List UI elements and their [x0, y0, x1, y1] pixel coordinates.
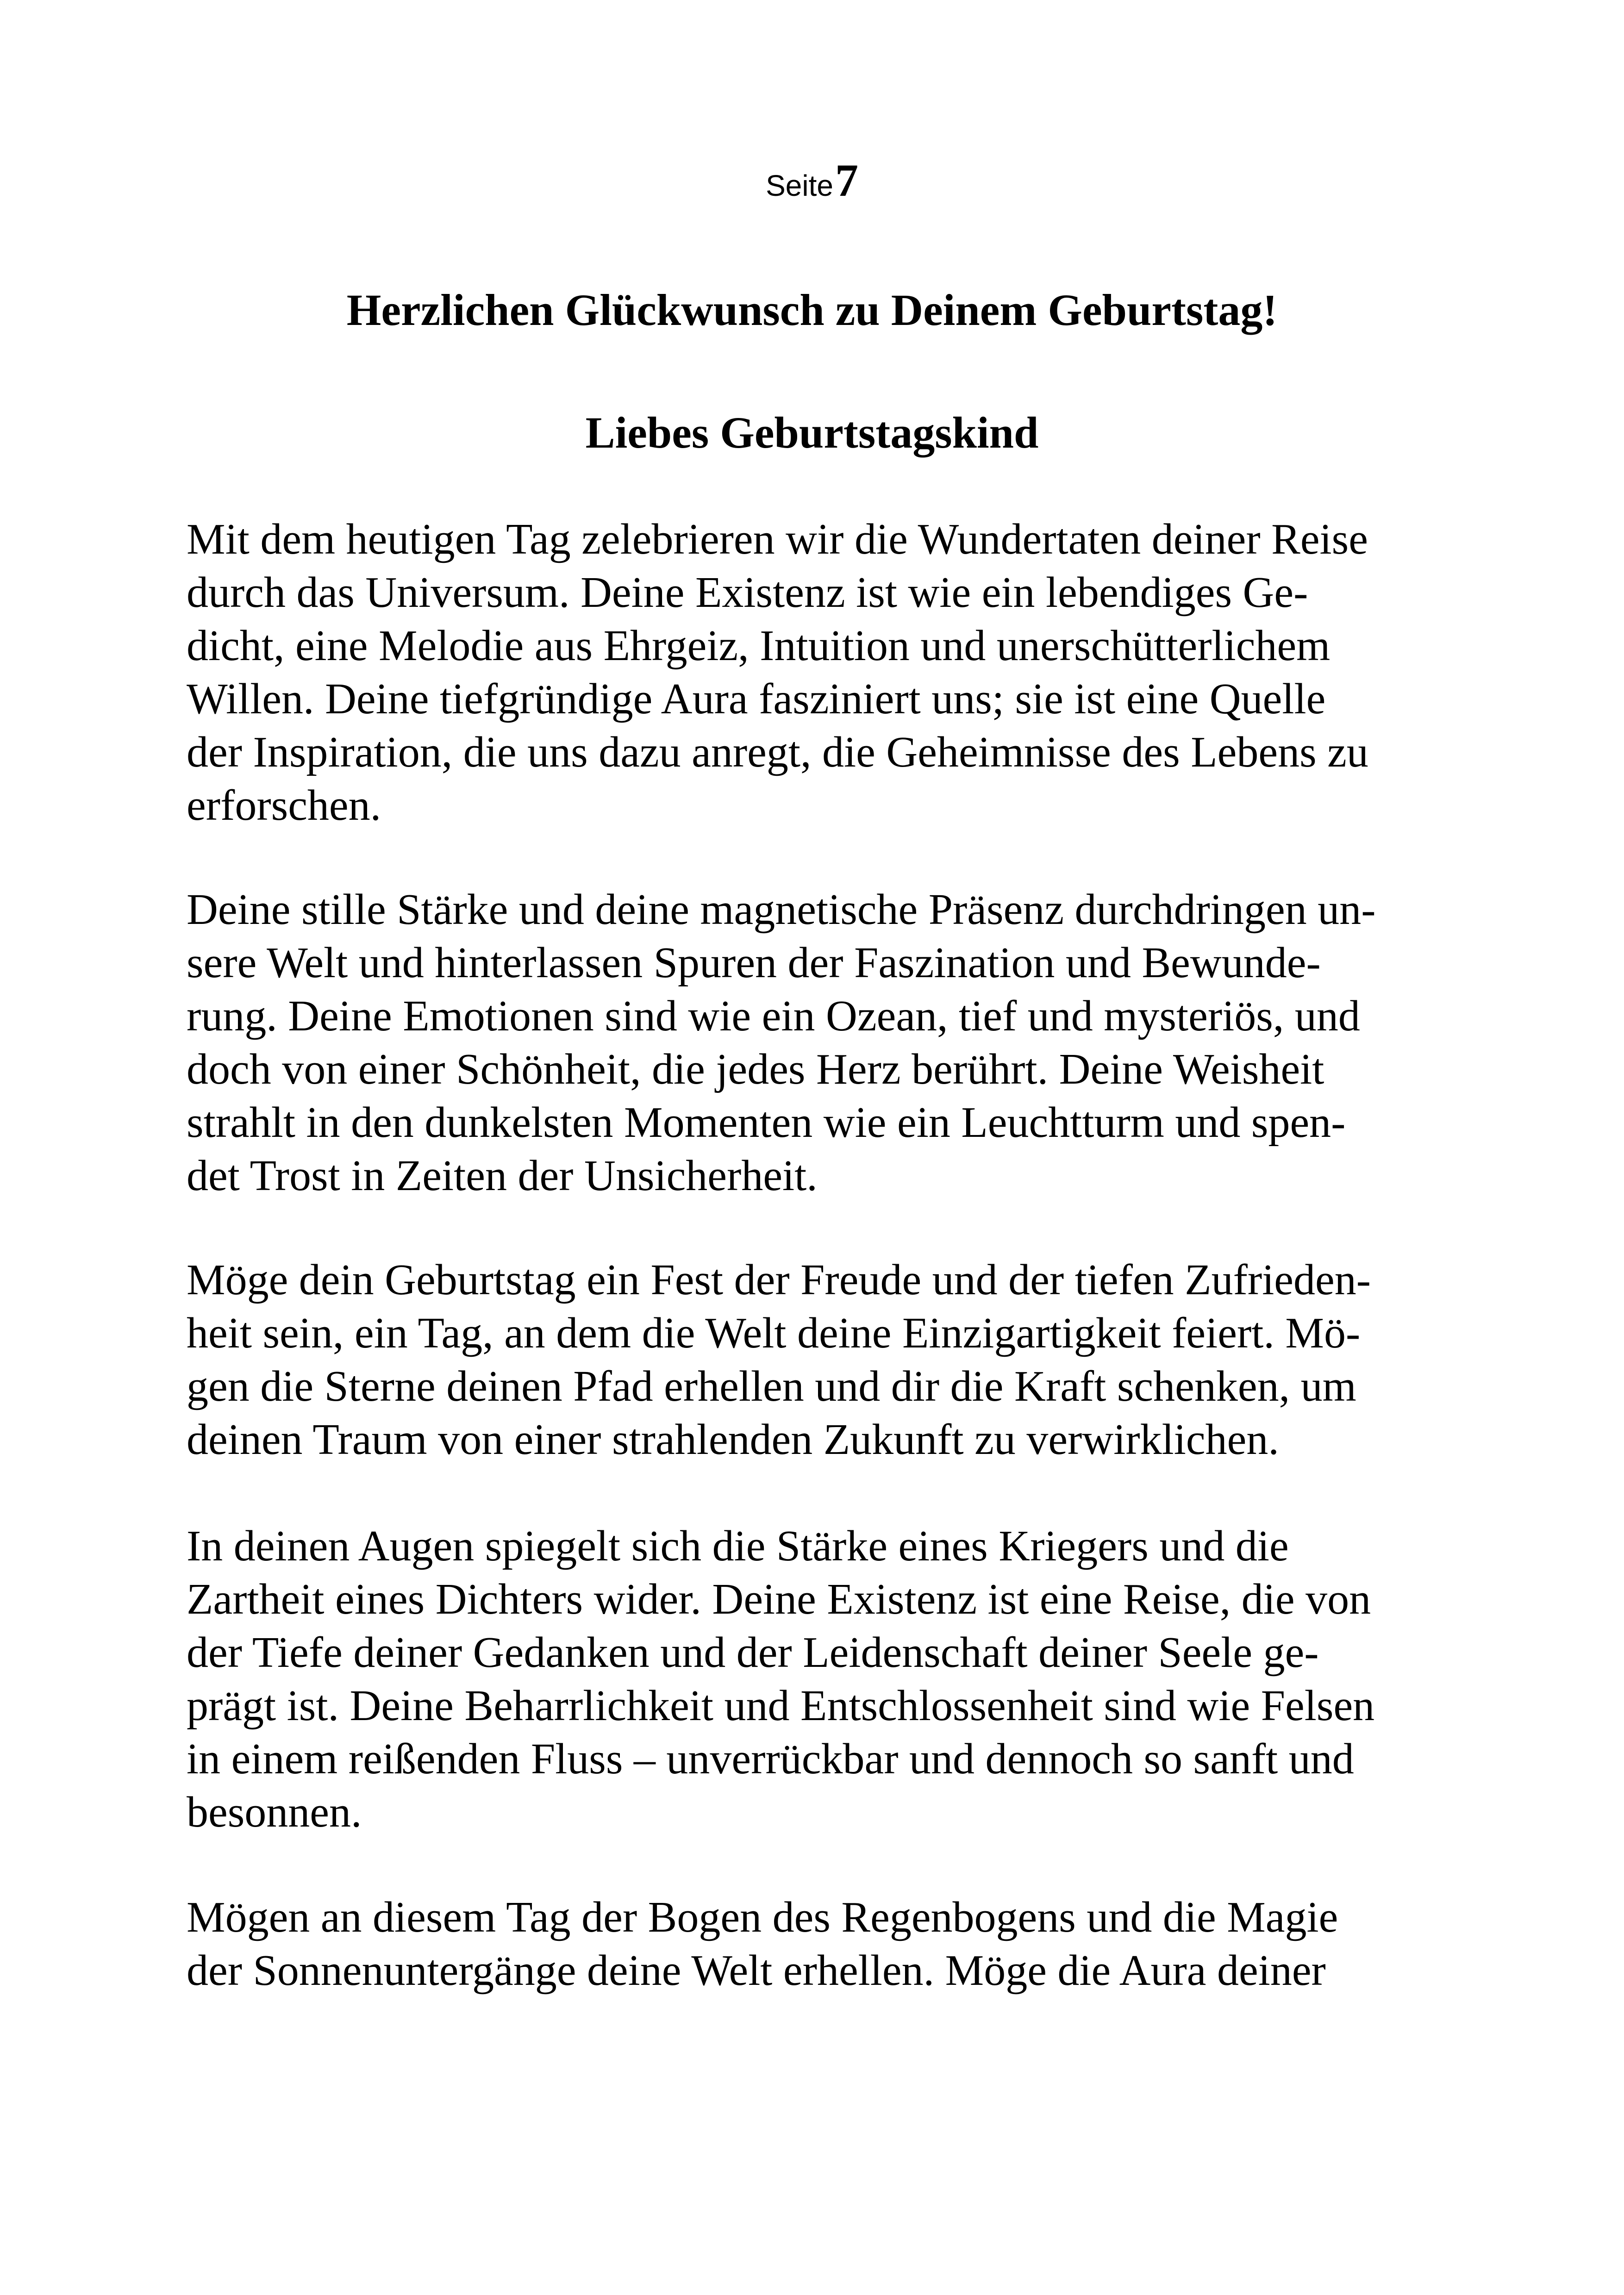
page-number [0, 155, 1624, 219]
text-line: In deinen Augen spiegelt sich die Stärke eines Kriegers und die [187, 1522, 1289, 1570]
text-line: der Sonnenuntergänge deine Welt erhellen. Möge die Aura deiner [187, 1946, 1326, 1995]
text-line: dicht, eine Melodie aus Ehrgeiz, Intuition und unerschütterlichem [187, 622, 1330, 670]
text-line: deinen Traum von einer strahlenden Zukunft zu verwirklichen. [187, 1416, 1279, 1464]
page-title: Herzlichen Glückwunsch zu Deinem Geburtstag! [346, 285, 1278, 335]
paragraph-3 [187, 1254, 1464, 1466]
page-number-label: Seite [766, 169, 833, 202]
text-line: Möge dein Geburtstag ein Fest der Freude und der tiefen Zufrieden- [187, 1256, 1371, 1304]
text-line: rung. Deine Emotionen sind wie ein Ozean, tief und mysteriös, und [187, 992, 1360, 1040]
text-line: besonnen. [187, 1788, 362, 1836]
text-line: Mögen an diesem Tag der Bogen des Regenbogens und die Magie [187, 1893, 1338, 1941]
text-line: der Tiefe deiner Gedanken und der Leidenschaft deiner Seele ge- [187, 1628, 1319, 1677]
text-line: der Inspiration, die uns dazu anregt, die Geheimnisse des Lebens zu [187, 728, 1368, 776]
text-line: strahlt in den dunkelsten Momenten wie ein Leuchtturm und spen- [187, 1098, 1346, 1147]
text-line: prägt ist. Deine Beharrlichkeit und Entschlossenheit sind wie Felsen [187, 1682, 1375, 1730]
paragraph-1 [187, 513, 1464, 832]
paragraph-5 [187, 1891, 1464, 1997]
page-number-value: 7 [835, 155, 858, 206]
text-line: in einem reißenden Fluss – unverrückbar und dennoch so sanft und [187, 1735, 1354, 1783]
text-line: Willen. Deine tiefgründige Aura fasziniert uns; sie ist eine Quelle [187, 675, 1326, 723]
text-line: erforschen. [187, 781, 381, 829]
page-subtitle: Liebes Geburtstagskind [585, 408, 1039, 457]
text-line: durch das Universum. Deine Existenz ist wie ein lebendiges Ge- [187, 568, 1308, 617]
text-line: Zartheit eines Dichters wider. Deine Existenz ist eine Reise, die von [187, 1575, 1371, 1623]
text-line: heit sein, ein Tag, an dem die Welt deine Einzigartigkeit feiert. Mö- [187, 1309, 1361, 1357]
text-line: sere Welt und hinterlassen Spuren der Faszination und Bewunde- [187, 939, 1321, 987]
text-line: gen die Sterne deinen Pfad erhellen und dir die Kraft schenken, um [187, 1362, 1356, 1410]
text-line: Mit dem heutigen Tag zelebrieren wir die Wundertaten deiner Reise [187, 515, 1368, 563]
text-line: det Trost in Zeiten der Unsicherheit. [187, 1152, 818, 1200]
text-line: Deine stille Stärke und deine magnetische Präsenz durchdringen un- [187, 886, 1376, 934]
text-line: doch von einer Schönheit, die jedes Herz berührt. Deine Weisheit [187, 1045, 1324, 1093]
paragraph-4 [187, 1520, 1464, 1839]
paragraph-2 [187, 883, 1464, 1203]
